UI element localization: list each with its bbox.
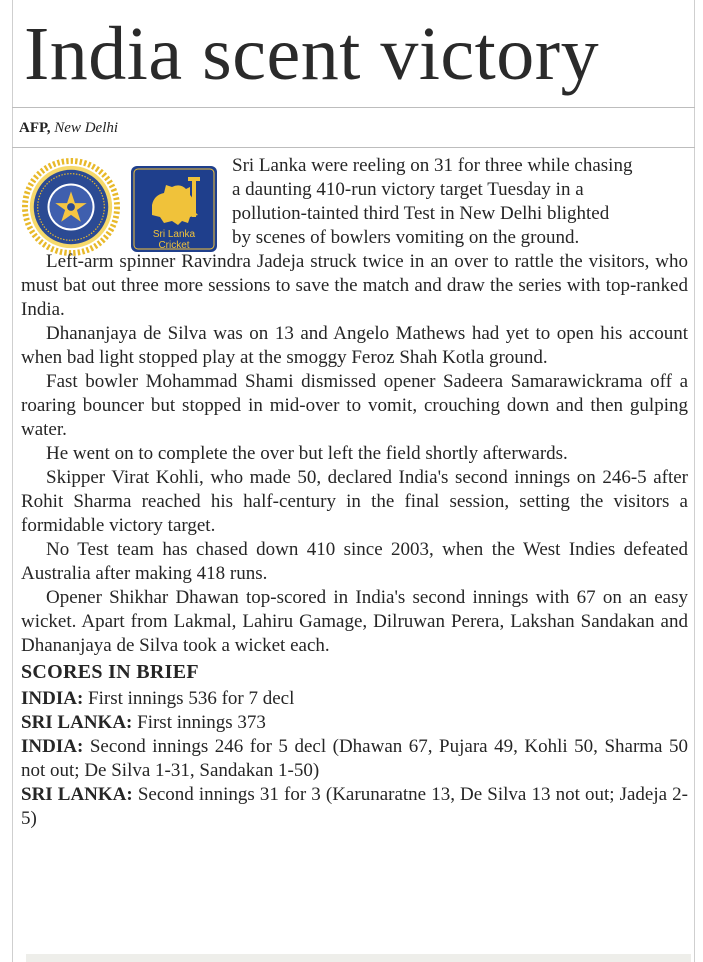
lead-line: Sri Lanka were reeling on 31 for three while chasing <box>232 155 633 176</box>
score-team: SRI LANKA: <box>21 784 133 805</box>
article-paragraph: Skipper Virat Kohli, who made 50, declared India's second innings on 246-5 after Rohit Sharma reached his half-century in the final session, setting the visitors a formidable victory target. <box>21 467 688 536</box>
sl-logo-text-2: Cricket <box>158 240 190 251</box>
article-paragraph: Dhananjaya de Silva was on 13 and Angelo Mathews had yet to open his account when bad light stopped play at the smoggy Feroz Shah Kotla ground. <box>21 323 688 368</box>
score-line <box>21 783 688 831</box>
score-line <box>21 735 688 783</box>
lead-line: pollution-tainted third Test in New Delhi blighted <box>232 203 610 224</box>
footer-strip <box>26 954 691 962</box>
right-border <box>694 0 695 962</box>
headline-rule <box>12 107 695 108</box>
score-detail: Second innings 31 for 3 (Karunaratne 13, De Silva 13 not out; Jadeja 2-5) <box>21 784 689 829</box>
score-team: SRI LANKA: <box>21 712 133 733</box>
article-paragraph-lead <box>21 154 688 250</box>
article-paragraph: Opener Shikhar Dhawan top-scored in India's second innings with 67 on an easy wicket. Apart from Lakmal, Lahiru Gamage, Dilruwan Perera, Lakshan Sandakan and Dhananjaya de Silva took a wicket each. <box>21 587 688 656</box>
article-paragraph: Fast bowler Mohammad Shami dismissed opener Sadeera Samarawickrama off a roaring bouncer but stopped in mid-over to vomit, crouching down and then gulping water. <box>21 371 688 440</box>
byline-agency: AFP, <box>19 120 51 136</box>
score-detail: Second innings 246 for 5 decl (Dhawan 67, Pujara 49, Kohli 50, Sharma 50 not out; De Silva 1-31, Sandakan 1-50) <box>21 736 689 781</box>
article-paragraph: No Test team has chased down 410 since 2003, when the West Indies defeated Australia after making 418 runs. <box>21 539 688 584</box>
article-paragraph: He went on to complete the over but left the field shortly afterwards. <box>46 443 568 464</box>
lead-line: a daunting 410-run victory target Tuesday in a <box>232 179 584 200</box>
score-team: INDIA: <box>21 736 84 757</box>
sl-logo-text-1: Sri Lanka <box>152 229 196 240</box>
byline-rule <box>12 147 695 148</box>
byline-place: New Delhi <box>54 120 119 136</box>
headline: India scent victory <box>24 12 600 96</box>
article-paragraph: Left-arm spinner Ravindra Jadeja struck twice in an over to rattle the visitors, who must bat out three more sessions to save the match and draw the series with top-ranked India. <box>21 251 688 320</box>
score-detail: First innings 373 <box>137 712 266 733</box>
score-team: INDIA: <box>21 688 84 709</box>
score-detail: First innings 536 for 7 decl <box>88 688 295 709</box>
score-line <box>21 687 688 711</box>
byline <box>19 118 118 138</box>
left-border <box>12 0 13 962</box>
article-body <box>21 154 688 831</box>
score-line <box>21 711 688 735</box>
scores-heading: SCORES IN BRIEF <box>21 661 199 683</box>
lead-line: by scenes of bowlers vomiting on the ground. <box>232 227 580 248</box>
